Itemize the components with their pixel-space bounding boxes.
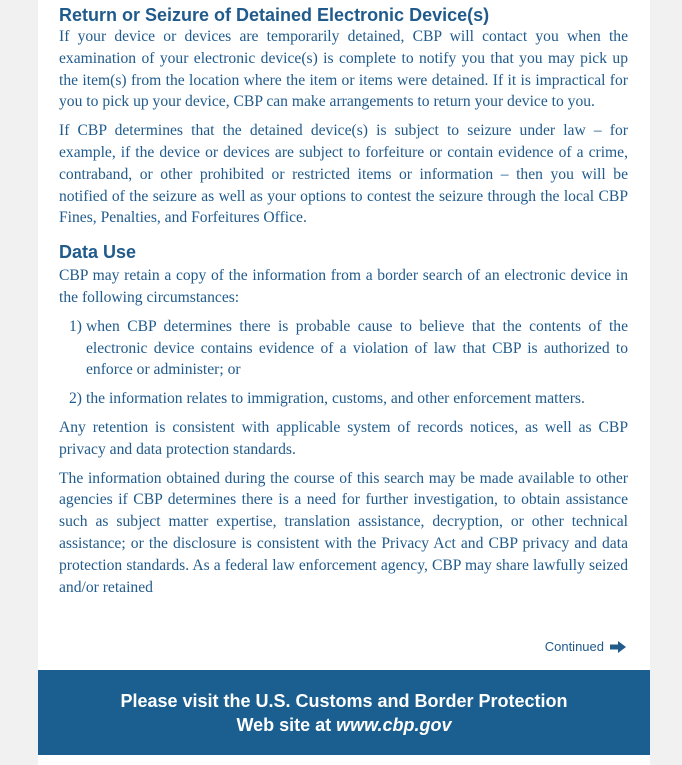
document-page xyxy=(38,0,650,765)
list-item xyxy=(59,316,628,381)
list-item-number: 2) xyxy=(69,390,82,408)
continued-label: Continued xyxy=(544,639,604,654)
paragraph-information-sharing: The information obtained during the course of this search may be made available to other agencies if CBP determines there is a need for further investigation, to obtain assistance such as subject matter expertise, translation assistance, decryption, or other technical assistance; or the disclosure is consistent with the Privacy Act and CBP privacy and data protection standards. As a federal law enforcement agency, CBP may share lawfully seized and/or retained xyxy=(59,469,628,596)
banner-line-2 xyxy=(236,713,451,737)
document-content xyxy=(59,4,628,605)
list-item-text: the information relates to immigration, customs, and other enforcement matters. xyxy=(86,390,585,408)
paragraph-temporary-detention: If your device or devices are temporarily detained, CBP will contact you when the examination of your electronic device(s) is complete to notify you that you may pick up the item(s) from the location where the item or items were detained. If it is impractical for you to pick up your device, CBP can make arrangements to return your device to you. xyxy=(59,28,628,111)
continued-link[interactable] xyxy=(545,639,626,654)
list-item xyxy=(59,388,628,410)
section-heading-return-seizure: Return or Seizure of Detained Electronic Device(s) xyxy=(59,5,490,25)
paragraph-retention: Any retention is consistent with applicable system of records notices, as well as CBP privacy and data protection standards. xyxy=(59,418,628,458)
right-arrow-icon xyxy=(610,641,626,653)
retention-circumstances-list xyxy=(59,316,628,410)
list-item-number: 1) xyxy=(69,317,82,335)
cbp-website-banner xyxy=(38,670,650,755)
list-item-text: when CBP determines there is probable cause to believe that the contents of the electronic device contains evidence of a violation of law that CBP is authorized to enforce or administer; or xyxy=(86,317,628,379)
paragraph-seizure: If CBP determines that the detained device(s) is subject to seizure under law – for example, if the device or devices are subject to forfeiture or contain evidence of a crime, contraband, or other prohibited or restricted items or information – then you will be notified of the seizure as well as your options to contest the seizure through the local CBP Fines, Penalties, and Forfeitures Office. xyxy=(59,122,628,227)
paragraph-data-use-intro: CBP may retain a copy of the information from a border search of an electronic device in the following circumstances: xyxy=(59,267,628,306)
section-heading-data-use: Data Use xyxy=(59,242,137,263)
banner-line-2-prefix: Web site at xyxy=(236,714,337,735)
banner-line-1: Please visit the U.S. Customs and Border Protection xyxy=(120,690,568,711)
cbp-website-link[interactable]: www.cbp.gov xyxy=(336,714,452,735)
